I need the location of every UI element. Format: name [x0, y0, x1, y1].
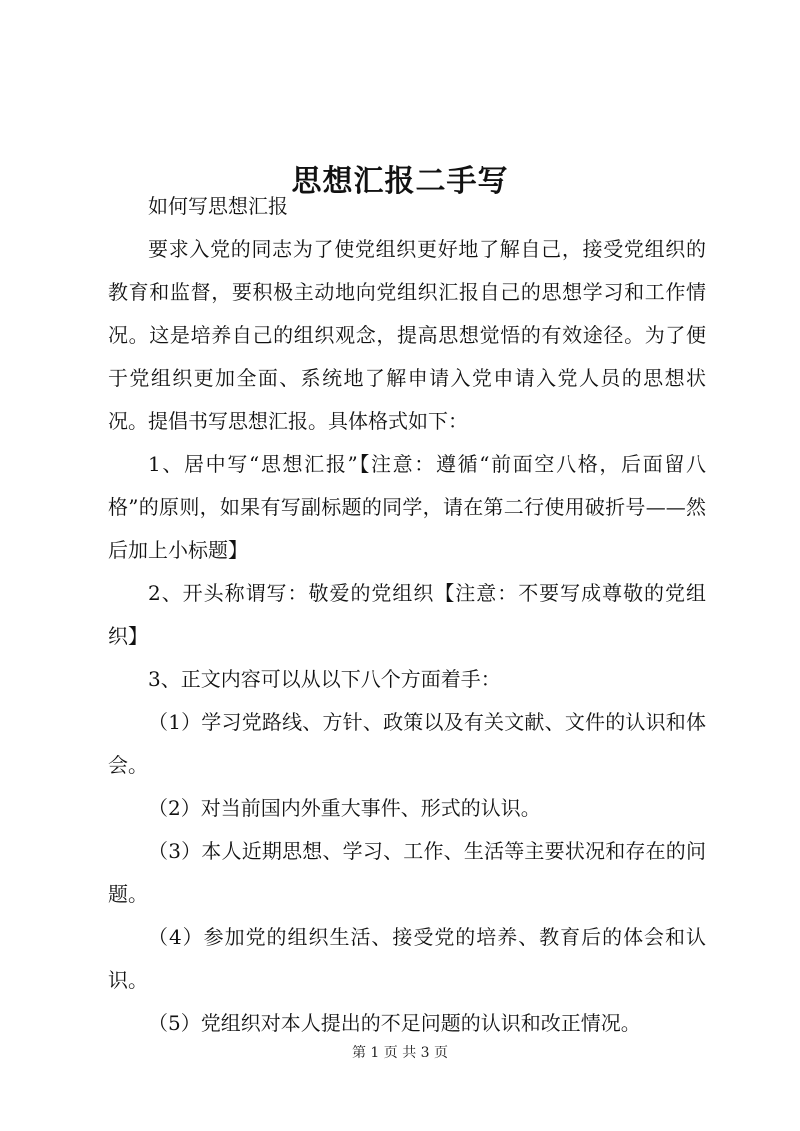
- paragraph-subitem-2: （2）对当前国内外重大事件、形式的认识。: [148, 796, 541, 820]
- document-title: 思想汇报二手写: [291, 164, 509, 200]
- paragraph-subitem-3: （3）本人近期思想、学习、工作、生活等主要状况和存在的问题。: [108, 839, 706, 906]
- paragraph-intro: 要求入党的同志为了使党组织更好地了解自己，接受党组织的教育和监督，要积极主动地向党组织汇报自己的思想学习和工作情况。这是培养自己的组织观念，提高思想觉悟的有效途径。为了便于党组织更加全面、系统地了解申请入党申请入党人员的思想状况。提倡书写思想汇报。具体格式如下：: [108, 237, 706, 433]
- paragraph-subitem-4: （4）参加党的组织生活、接受党的培养、教育后的体会和认识。: [108, 925, 706, 992]
- paragraph-heading: 如何写思想汇报: [148, 194, 288, 218]
- paragraph-item-2: 2、开头称谓写：敬爱的党组织【注意：不要写成尊敬的党组织】: [108, 581, 706, 648]
- paragraph-subitem-1: （1）学习党路线、方针、政策以及有关文献、文件的认识和体会。: [108, 710, 706, 777]
- document-body: [108, 185, 706, 1045]
- paragraph-subitem-5: （5）党组织对本人提出的不足问题的认识和改正情况。: [148, 1011, 641, 1035]
- paragraph-item-1: 1、居中写“思想汇报”【注意：遵循“前面空八格，后面留八格”的原则，如果有写副标题的同学，请在第二行使用破折号——然后加上小标题】: [108, 452, 706, 562]
- page-footer: 第 1 页 共 3 页: [351, 1045, 449, 1061]
- paragraph-item-3: 3、正文内容可以从以下八个方面着手：: [148, 667, 501, 691]
